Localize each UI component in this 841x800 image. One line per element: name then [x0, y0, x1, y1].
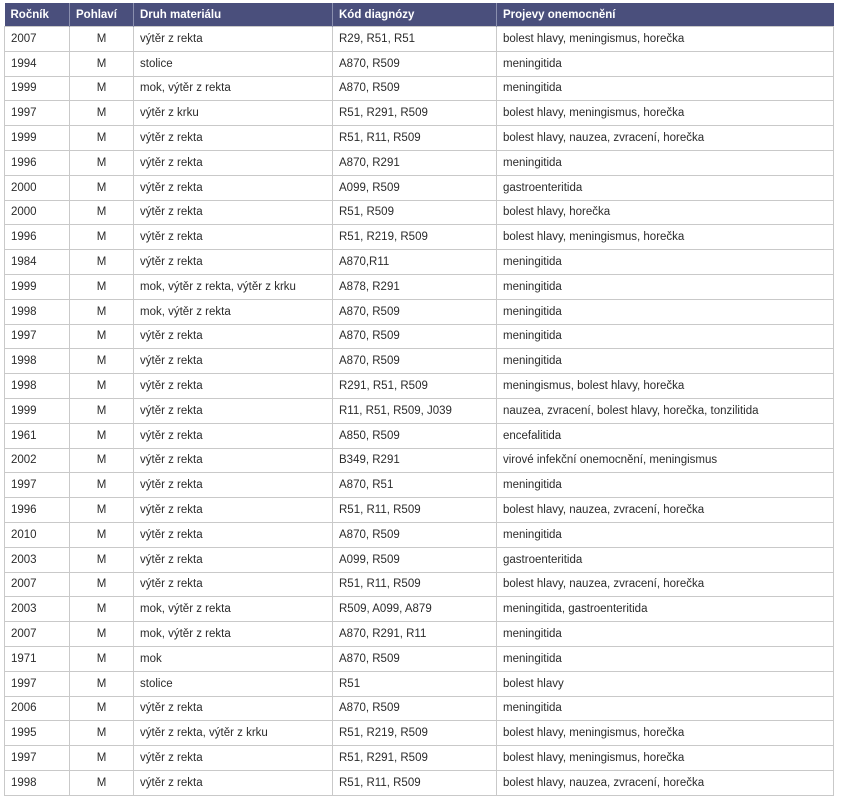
- cell-druh-materialu: výtěr z rekta: [134, 324, 333, 349]
- cell-kod-diagnozy: R51, R219, R509: [333, 721, 497, 746]
- table-row: [5, 324, 834, 349]
- cell-pohlavi: M: [70, 200, 134, 225]
- cell-rocnik: 1996: [5, 498, 70, 523]
- cell-projevy-onemocneni: bolest hlavy, meningismus, horečka: [497, 746, 834, 771]
- cell-rocnik: 1999: [5, 274, 70, 299]
- cell-kod-diagnozy: R51, R291, R509: [333, 101, 497, 126]
- cell-projevy-onemocneni: meningitida: [497, 473, 834, 498]
- cell-druh-materialu: stolice: [134, 51, 333, 76]
- cell-pohlavi: M: [70, 250, 134, 275]
- cell-druh-materialu: výtěr z rekta: [134, 150, 333, 175]
- cell-rocnik: 1997: [5, 671, 70, 696]
- cell-kod-diagnozy: B349, R291: [333, 448, 497, 473]
- table-row: [5, 423, 834, 448]
- data-table-container: [4, 3, 841, 796]
- cell-pohlavi: M: [70, 646, 134, 671]
- cell-kod-diagnozy: A870, R509: [333, 696, 497, 721]
- cell-rocnik: 1984: [5, 250, 70, 275]
- cell-pohlavi: M: [70, 522, 134, 547]
- cell-kod-diagnozy: R51, R509: [333, 200, 497, 225]
- cell-rocnik: 2002: [5, 448, 70, 473]
- cell-projevy-onemocneni: bolest hlavy, nauzea, zvracení, horečka: [497, 572, 834, 597]
- cell-projevy-onemocneni: nauzea, zvracení, bolest hlavy, horečka, tonzilitida: [497, 398, 834, 423]
- cell-projevy-onemocneni: encefalitida: [497, 423, 834, 448]
- cell-rocnik: 2000: [5, 200, 70, 225]
- cell-kod-diagnozy: R291, R51, R509: [333, 374, 497, 399]
- cell-rocnik: 1999: [5, 76, 70, 101]
- table-row: [5, 225, 834, 250]
- cell-pohlavi: M: [70, 51, 134, 76]
- cell-druh-materialu: výtěr z rekta: [134, 423, 333, 448]
- header-druh-materialu: Druh materiálu: [134, 3, 333, 27]
- cell-pohlavi: M: [70, 423, 134, 448]
- cell-projevy-onemocneni: meningitida: [497, 250, 834, 275]
- table-row: [5, 398, 834, 423]
- table-row: [5, 101, 834, 126]
- table-row: [5, 646, 834, 671]
- table-row: [5, 200, 834, 225]
- cell-projevy-onemocneni: bolest hlavy, meningismus, horečka: [497, 721, 834, 746]
- cell-kod-diagnozy: R51, R219, R509: [333, 225, 497, 250]
- cell-pohlavi: M: [70, 498, 134, 523]
- cell-kod-diagnozy: R51: [333, 671, 497, 696]
- cell-projevy-onemocneni: bolest hlavy, nauzea, zvracení, horečka: [497, 126, 834, 151]
- cell-druh-materialu: výtěr z rekta: [134, 770, 333, 795]
- table-row: [5, 175, 834, 200]
- cell-kod-diagnozy: A870, R291: [333, 150, 497, 175]
- cell-rocnik: 2006: [5, 696, 70, 721]
- table-row: [5, 76, 834, 101]
- cell-rocnik: 1996: [5, 150, 70, 175]
- cell-druh-materialu: výtěr z rekta: [134, 473, 333, 498]
- cell-projevy-onemocneni: bolest hlavy: [497, 671, 834, 696]
- cell-pohlavi: M: [70, 374, 134, 399]
- table-row: [5, 721, 834, 746]
- cell-pohlavi: M: [70, 101, 134, 126]
- cell-projevy-onemocneni: virové infekční onemocnění, meningismus: [497, 448, 834, 473]
- cell-rocnik: 2007: [5, 622, 70, 647]
- table-row: [5, 547, 834, 572]
- cell-rocnik: 1999: [5, 126, 70, 151]
- cell-druh-materialu: výtěr z rekta: [134, 126, 333, 151]
- cell-pohlavi: M: [70, 473, 134, 498]
- table-row: [5, 274, 834, 299]
- cell-druh-materialu: výtěr z rekta: [134, 498, 333, 523]
- cell-projevy-onemocneni: bolest hlavy, horečka: [497, 200, 834, 225]
- cell-kod-diagnozy: A878, R291: [333, 274, 497, 299]
- table-row: [5, 448, 834, 473]
- cell-projevy-onemocneni: meningitida: [497, 274, 834, 299]
- table-row: [5, 27, 834, 52]
- table-row: [5, 51, 834, 76]
- cell-rocnik: 1971: [5, 646, 70, 671]
- cell-pohlavi: M: [70, 274, 134, 299]
- cell-pohlavi: M: [70, 398, 134, 423]
- cell-rocnik: 1997: [5, 324, 70, 349]
- cell-kod-diagnozy: R51, R11, R509: [333, 126, 497, 151]
- cell-rocnik: 1998: [5, 770, 70, 795]
- cell-druh-materialu: mok, výtěr z rekta: [134, 76, 333, 101]
- cell-kod-diagnozy: R51, R11, R509: [333, 770, 497, 795]
- cell-kod-diagnozy: A870, R51: [333, 473, 497, 498]
- cell-druh-materialu: výtěr z rekta: [134, 27, 333, 52]
- cell-druh-materialu: výtěr z rekta: [134, 572, 333, 597]
- cell-druh-materialu: výtěr z rekta: [134, 746, 333, 771]
- cell-pohlavi: M: [70, 547, 134, 572]
- cell-druh-materialu: výtěr z rekta: [134, 250, 333, 275]
- cell-druh-materialu: výtěr z rekta: [134, 448, 333, 473]
- table-row: [5, 473, 834, 498]
- cell-druh-materialu: mok, výtěr z rekta: [134, 299, 333, 324]
- cell-druh-materialu: stolice: [134, 671, 333, 696]
- cell-projevy-onemocneni: meningitida: [497, 299, 834, 324]
- cell-projevy-onemocneni: meningitida: [497, 324, 834, 349]
- cell-rocnik: 1961: [5, 423, 70, 448]
- table-body: [5, 27, 834, 796]
- cell-projevy-onemocneni: bolest hlavy, nauzea, zvracení, horečka: [497, 770, 834, 795]
- cell-pohlavi: M: [70, 622, 134, 647]
- cell-pohlavi: M: [70, 324, 134, 349]
- cell-rocnik: 2007: [5, 27, 70, 52]
- cell-pohlavi: M: [70, 299, 134, 324]
- cell-projevy-onemocneni: meningitida: [497, 646, 834, 671]
- cell-projevy-onemocneni: meningitida: [497, 349, 834, 374]
- cell-pohlavi: M: [70, 27, 134, 52]
- cell-projevy-onemocneni: meningitida: [497, 522, 834, 547]
- cell-projevy-onemocneni: gastroenteritida: [497, 175, 834, 200]
- cell-druh-materialu: výtěr z rekta: [134, 349, 333, 374]
- cell-pohlavi: M: [70, 721, 134, 746]
- cell-projevy-onemocneni: meningitida: [497, 622, 834, 647]
- cell-druh-materialu: výtěr z rekta: [134, 374, 333, 399]
- cell-kod-diagnozy: R29, R51, R51: [333, 27, 497, 52]
- cell-kod-diagnozy: A870, R509: [333, 51, 497, 76]
- cell-pohlavi: M: [70, 671, 134, 696]
- cell-pohlavi: M: [70, 126, 134, 151]
- cell-druh-materialu: mok: [134, 646, 333, 671]
- cell-kod-diagnozy: A870, R509: [333, 522, 497, 547]
- cell-rocnik: 1997: [5, 473, 70, 498]
- cell-kod-diagnozy: A099, R509: [333, 175, 497, 200]
- cell-kod-diagnozy: R11, R51, R509, J039: [333, 398, 497, 423]
- table-row: [5, 498, 834, 523]
- cell-rocnik: 2003: [5, 547, 70, 572]
- cell-pohlavi: M: [70, 150, 134, 175]
- table-row: [5, 374, 834, 399]
- table-row: [5, 126, 834, 151]
- table-row: [5, 522, 834, 547]
- patient-table: [4, 3, 834, 796]
- cell-druh-materialu: výtěr z rekta: [134, 225, 333, 250]
- cell-rocnik: 1998: [5, 299, 70, 324]
- table-row: [5, 597, 834, 622]
- cell-projevy-onemocneni: meningitida, gastroenteritida: [497, 597, 834, 622]
- cell-pohlavi: M: [70, 76, 134, 101]
- cell-rocnik: 1997: [5, 746, 70, 771]
- cell-kod-diagnozy: A870, R509: [333, 349, 497, 374]
- cell-projevy-onemocneni: bolest hlavy, nauzea, zvracení, horečka: [497, 498, 834, 523]
- cell-rocnik: 1997: [5, 101, 70, 126]
- cell-pohlavi: M: [70, 572, 134, 597]
- cell-projevy-onemocneni: gastroenteritida: [497, 547, 834, 572]
- cell-projevy-onemocneni: bolest hlavy, meningismus, horečka: [497, 27, 834, 52]
- cell-druh-materialu: výtěr z rekta: [134, 398, 333, 423]
- table-row: [5, 770, 834, 795]
- cell-kod-diagnozy: A870, R291, R11: [333, 622, 497, 647]
- header-kod-diagnozy: Kód diagnózy: [333, 3, 497, 27]
- table-row: [5, 746, 834, 771]
- cell-projevy-onemocneni: meningitida: [497, 696, 834, 721]
- cell-kod-diagnozy: R509, A099, A879: [333, 597, 497, 622]
- cell-druh-materialu: výtěr z rekta: [134, 696, 333, 721]
- cell-projevy-onemocneni: meningismus, bolest hlavy, horečka: [497, 374, 834, 399]
- table-row: [5, 299, 834, 324]
- cell-druh-materialu: mok, výtěr z rekta, výtěr z krku: [134, 274, 333, 299]
- cell-pohlavi: M: [70, 597, 134, 622]
- table-row: [5, 150, 834, 175]
- cell-pohlavi: M: [70, 225, 134, 250]
- cell-pohlavi: M: [70, 175, 134, 200]
- cell-pohlavi: M: [70, 349, 134, 374]
- cell-druh-materialu: výtěr z rekta: [134, 200, 333, 225]
- cell-rocnik: 2007: [5, 572, 70, 597]
- cell-rocnik: 1995: [5, 721, 70, 746]
- cell-druh-materialu: výtěr z krku: [134, 101, 333, 126]
- cell-kod-diagnozy: A870, R509: [333, 646, 497, 671]
- cell-kod-diagnozy: A870, R509: [333, 299, 497, 324]
- table-row: [5, 349, 834, 374]
- cell-projevy-onemocneni: meningitida: [497, 76, 834, 101]
- header-pohlavi: Pohlaví: [70, 3, 134, 27]
- cell-pohlavi: M: [70, 448, 134, 473]
- cell-rocnik: 1994: [5, 51, 70, 76]
- cell-kod-diagnozy: A850, R509: [333, 423, 497, 448]
- cell-druh-materialu: výtěr z rekta: [134, 547, 333, 572]
- cell-kod-diagnozy: A099, R509: [333, 547, 497, 572]
- cell-druh-materialu: výtěr z rekta: [134, 175, 333, 200]
- table-row: [5, 622, 834, 647]
- table-row: [5, 696, 834, 721]
- table-row: [5, 572, 834, 597]
- header-rocnik: Ročník: [5, 3, 70, 27]
- cell-kod-diagnozy: A870, R509: [333, 324, 497, 349]
- cell-kod-diagnozy: A870, R509: [333, 76, 497, 101]
- table-header: [5, 3, 834, 27]
- cell-druh-materialu: mok, výtěr z rekta: [134, 597, 333, 622]
- cell-rocnik: 1998: [5, 349, 70, 374]
- cell-pohlavi: M: [70, 696, 134, 721]
- cell-projevy-onemocneni: bolest hlavy, meningismus, horečka: [497, 101, 834, 126]
- cell-kod-diagnozy: R51, R11, R509: [333, 572, 497, 597]
- cell-projevy-onemocneni: meningitida: [497, 51, 834, 76]
- cell-druh-materialu: výtěr z rekta, výtěr z krku: [134, 721, 333, 746]
- cell-pohlavi: M: [70, 746, 134, 771]
- cell-pohlavi: M: [70, 770, 134, 795]
- header-row: [5, 3, 834, 27]
- cell-kod-diagnozy: A870,R11: [333, 250, 497, 275]
- table-row: [5, 671, 834, 696]
- cell-rocnik: 1996: [5, 225, 70, 250]
- cell-projevy-onemocneni: meningitida: [497, 150, 834, 175]
- cell-druh-materialu: mok, výtěr z rekta: [134, 622, 333, 647]
- cell-projevy-onemocneni: bolest hlavy, meningismus, horečka: [497, 225, 834, 250]
- header-projevy-onemocneni: Projevy onemocnění: [497, 3, 834, 27]
- cell-rocnik: 2003: [5, 597, 70, 622]
- cell-rocnik: 1999: [5, 398, 70, 423]
- cell-kod-diagnozy: R51, R11, R509: [333, 498, 497, 523]
- cell-rocnik: 1998: [5, 374, 70, 399]
- table-row: [5, 250, 834, 275]
- cell-druh-materialu: výtěr z rekta: [134, 522, 333, 547]
- cell-kod-diagnozy: R51, R291, R509: [333, 746, 497, 771]
- cell-rocnik: 2010: [5, 522, 70, 547]
- cell-rocnik: 2000: [5, 175, 70, 200]
